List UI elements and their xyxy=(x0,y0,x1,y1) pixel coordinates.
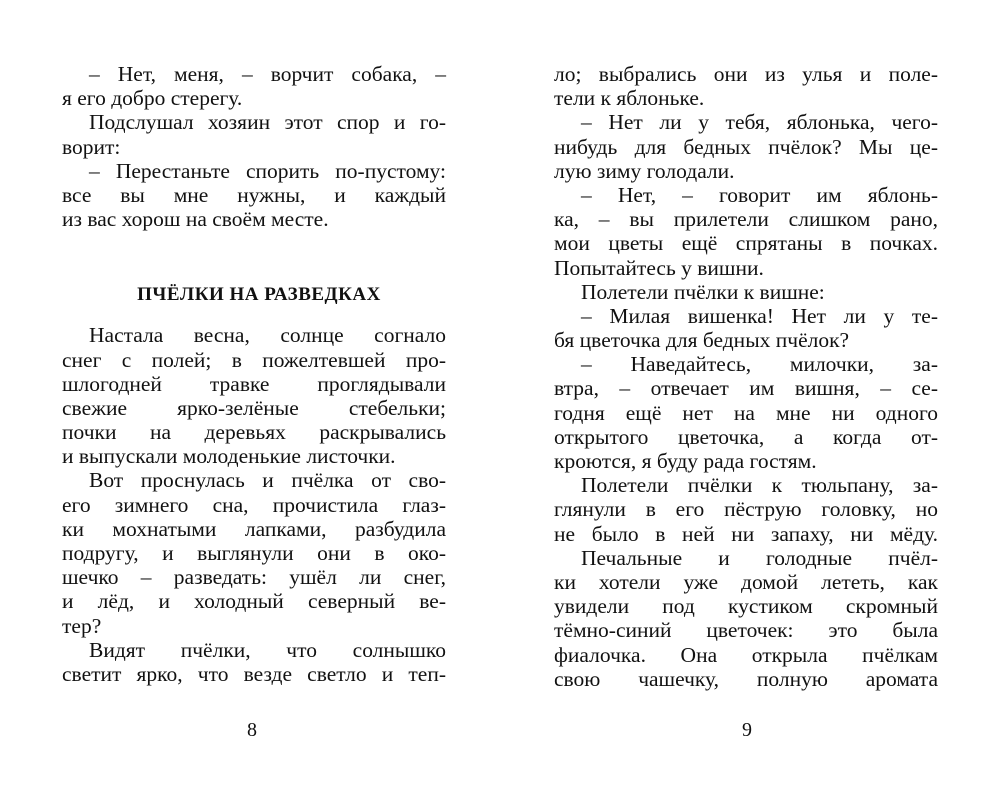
text-line: – Нет ли у тебя, яблонька, чего- xyxy=(581,110,938,135)
text-line: все вы мне нужны, и каждый xyxy=(62,182,446,207)
text-line: ка, – вы прилетели слишком рано, xyxy=(554,207,938,232)
text-line: Вот проснулась и пчёлка от сво- xyxy=(89,468,446,493)
text-line: ки хотели уже домой лететь, как xyxy=(554,569,938,594)
text-line: нибудь для бедных пчёлок? Мы це- xyxy=(554,134,938,159)
text-line: его зимнего сна, прочистила глаз- xyxy=(62,492,446,517)
text-line: не было в ней ни запаху, ни мёду. xyxy=(554,521,938,546)
right-page xyxy=(554,62,938,691)
text-line: Подслушал хозяин этот спор и го- xyxy=(89,110,446,135)
text-line: из вас хорош на своём месте. xyxy=(62,207,329,232)
text-line: Печальные и голодные пчёл- xyxy=(581,545,938,570)
text-line: втра, – отвечает им вишня, – се- xyxy=(554,376,938,401)
text-line: бя цветочка для бедных пчёлок? xyxy=(554,328,850,353)
text-line: Настала весна, солнце согнало xyxy=(89,323,446,348)
text-line: светит ярко, что везде светло и теп- xyxy=(62,661,446,686)
text-line: глянули в его пёструю головку, но xyxy=(554,497,938,522)
text-line: тер? xyxy=(62,613,102,638)
text-line: ло; выбрались они из улья и поле- xyxy=(554,62,938,86)
text-line: годня ещё нет на мне ни одного xyxy=(554,400,938,425)
text-line: и выпускали молоденькие листочки. xyxy=(62,444,396,469)
text-line: – Наведайтесь, милочки, за- xyxy=(581,352,938,377)
text-line: ворит: xyxy=(62,134,121,159)
text-line: – Нет, меня, – ворчит собака, – xyxy=(89,62,446,86)
text-line: лую зиму голодали. xyxy=(554,158,735,183)
text-line: шлогодней травке проглядывали xyxy=(62,371,446,396)
text-line: подругу, и выглянули они в око- xyxy=(62,541,446,565)
text-line: тёмно-синий цветочек: это была xyxy=(554,618,938,643)
text-line: – Нет, – говорит им яблонь- xyxy=(581,182,938,207)
text-line: – Перестаньте спорить по-пустому: xyxy=(89,158,446,183)
text-line: кроются, я буду рада гостям. xyxy=(554,449,817,473)
text-line: снег с полей; в пожелтевшей про- xyxy=(62,347,446,372)
text-line: Видят пчёлки, что солнышко xyxy=(89,637,446,662)
text-line: и лёд, и холодный северный ве- xyxy=(62,589,446,614)
text-line: фиалочка. Она открыла пчёлкам xyxy=(554,642,938,667)
text-line: ки мохнатыми лапками, разбудила xyxy=(62,516,446,541)
text-line: Полетели пчёлки к вишне: xyxy=(581,279,825,304)
text-line: Полетели пчёлки к тюльпану, за- xyxy=(581,473,938,498)
text-line: свою чашечку, полную аромата xyxy=(554,666,938,691)
chapter-heading: ПЧЁЛКИ НА РАЗВЕДКАХ xyxy=(137,284,381,306)
text-line: шечко – разведать: ушёл ли снег, xyxy=(62,565,446,590)
text-line: почки на деревьях раскрывались xyxy=(62,420,446,445)
page-number: 8 xyxy=(247,719,257,741)
text-line: тели к яблоньке. xyxy=(554,86,705,111)
text-line: – Милая вишенка! Нет ли у те- xyxy=(581,303,938,328)
text-line: я его добро стерегу. xyxy=(62,86,243,111)
text-line: увидели под кустиком скромный xyxy=(554,594,938,619)
text-line: свежие ярко-зелёные стебельки; xyxy=(62,395,446,420)
text-line: открытого цветочка, а когда от- xyxy=(554,424,938,449)
page-number: 9 xyxy=(742,719,752,741)
text-line: Попытайтесь у вишни. xyxy=(554,255,764,280)
left-page xyxy=(62,62,446,686)
text-line: мои цветы ещё спрятаны в почках. xyxy=(554,231,938,256)
